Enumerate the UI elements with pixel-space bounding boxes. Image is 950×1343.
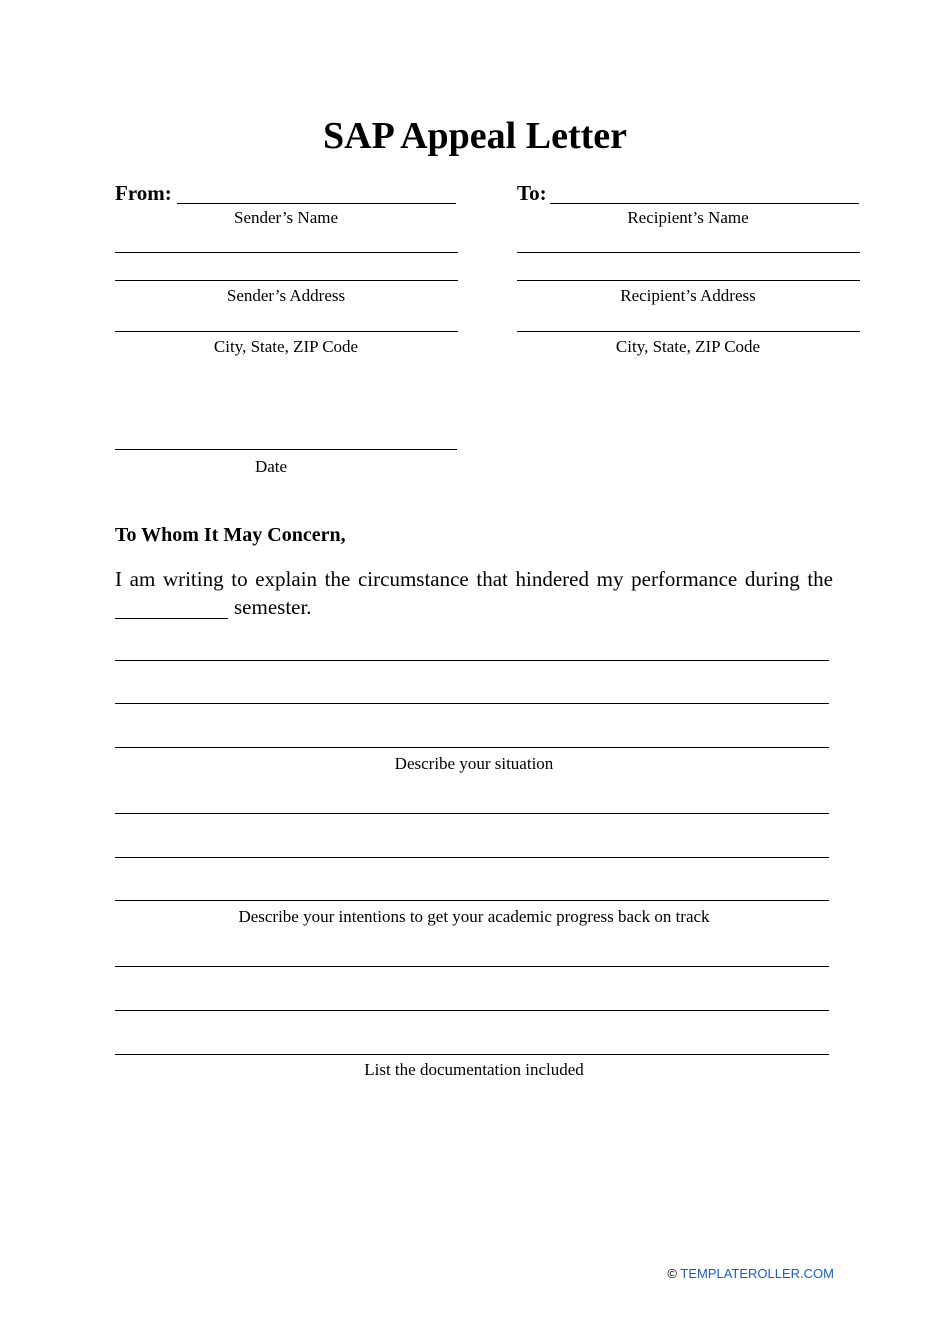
recipient-city-caption: City, State, ZIP Code (615, 337, 761, 356)
documentation-line-3[interactable] (115, 1054, 829, 1055)
sender-name-line[interactable] (177, 203, 456, 204)
intro-line-1: I am writing to explain the circumstance that hindered my performance during the (115, 567, 833, 591)
documentation-caption: List the documentation included (364, 1060, 584, 1079)
to-label: To: (517, 181, 547, 205)
copyright-icon: © (667, 1266, 677, 1281)
intro-line-2-suffix: semester. (234, 595, 312, 619)
sender-address-line-1[interactable] (115, 252, 458, 253)
footer-site-link[interactable]: TEMPLATEROLLER.COM (680, 1266, 834, 1281)
situation-line-3[interactable] (115, 747, 829, 748)
intentions-line-3[interactable] (115, 900, 829, 901)
situation-line-1[interactable] (115, 660, 829, 661)
semester-blank[interactable] (115, 618, 228, 619)
footer (667, 1266, 834, 1281)
date-caption: Date (254, 457, 288, 476)
documentation-line-2[interactable] (115, 1010, 829, 1011)
recipient-city-line[interactable] (517, 331, 860, 332)
sender-city-caption: City, State, ZIP Code (213, 337, 359, 356)
sender-address-caption: Sender’s Address (226, 286, 346, 305)
documentation-line-1[interactable] (115, 966, 829, 967)
sender-city-line[interactable] (115, 331, 458, 332)
intentions-caption: Describe your intentions to get your academic progress back on track (238, 907, 710, 926)
recipient-address-line-2[interactable] (517, 280, 860, 281)
sender-address-line-2[interactable] (115, 280, 458, 281)
salutation: To Whom It May Concern, (115, 524, 346, 546)
intentions-line-1[interactable] (115, 813, 829, 814)
date-line[interactable] (115, 449, 457, 450)
recipient-name-caption: Recipient’s Name (627, 208, 749, 227)
recipient-name-line[interactable] (550, 203, 859, 204)
situation-line-2[interactable] (115, 703, 829, 704)
recipient-address-line-1[interactable] (517, 252, 860, 253)
situation-caption: Describe your situation (394, 754, 554, 773)
sender-name-caption: Sender’s Name (233, 208, 339, 227)
recipient-address-caption: Recipient’s Address (620, 286, 756, 305)
intentions-line-2[interactable] (115, 857, 829, 858)
page-title: SAP Appeal Letter (323, 115, 627, 157)
from-label: From: (115, 181, 172, 205)
